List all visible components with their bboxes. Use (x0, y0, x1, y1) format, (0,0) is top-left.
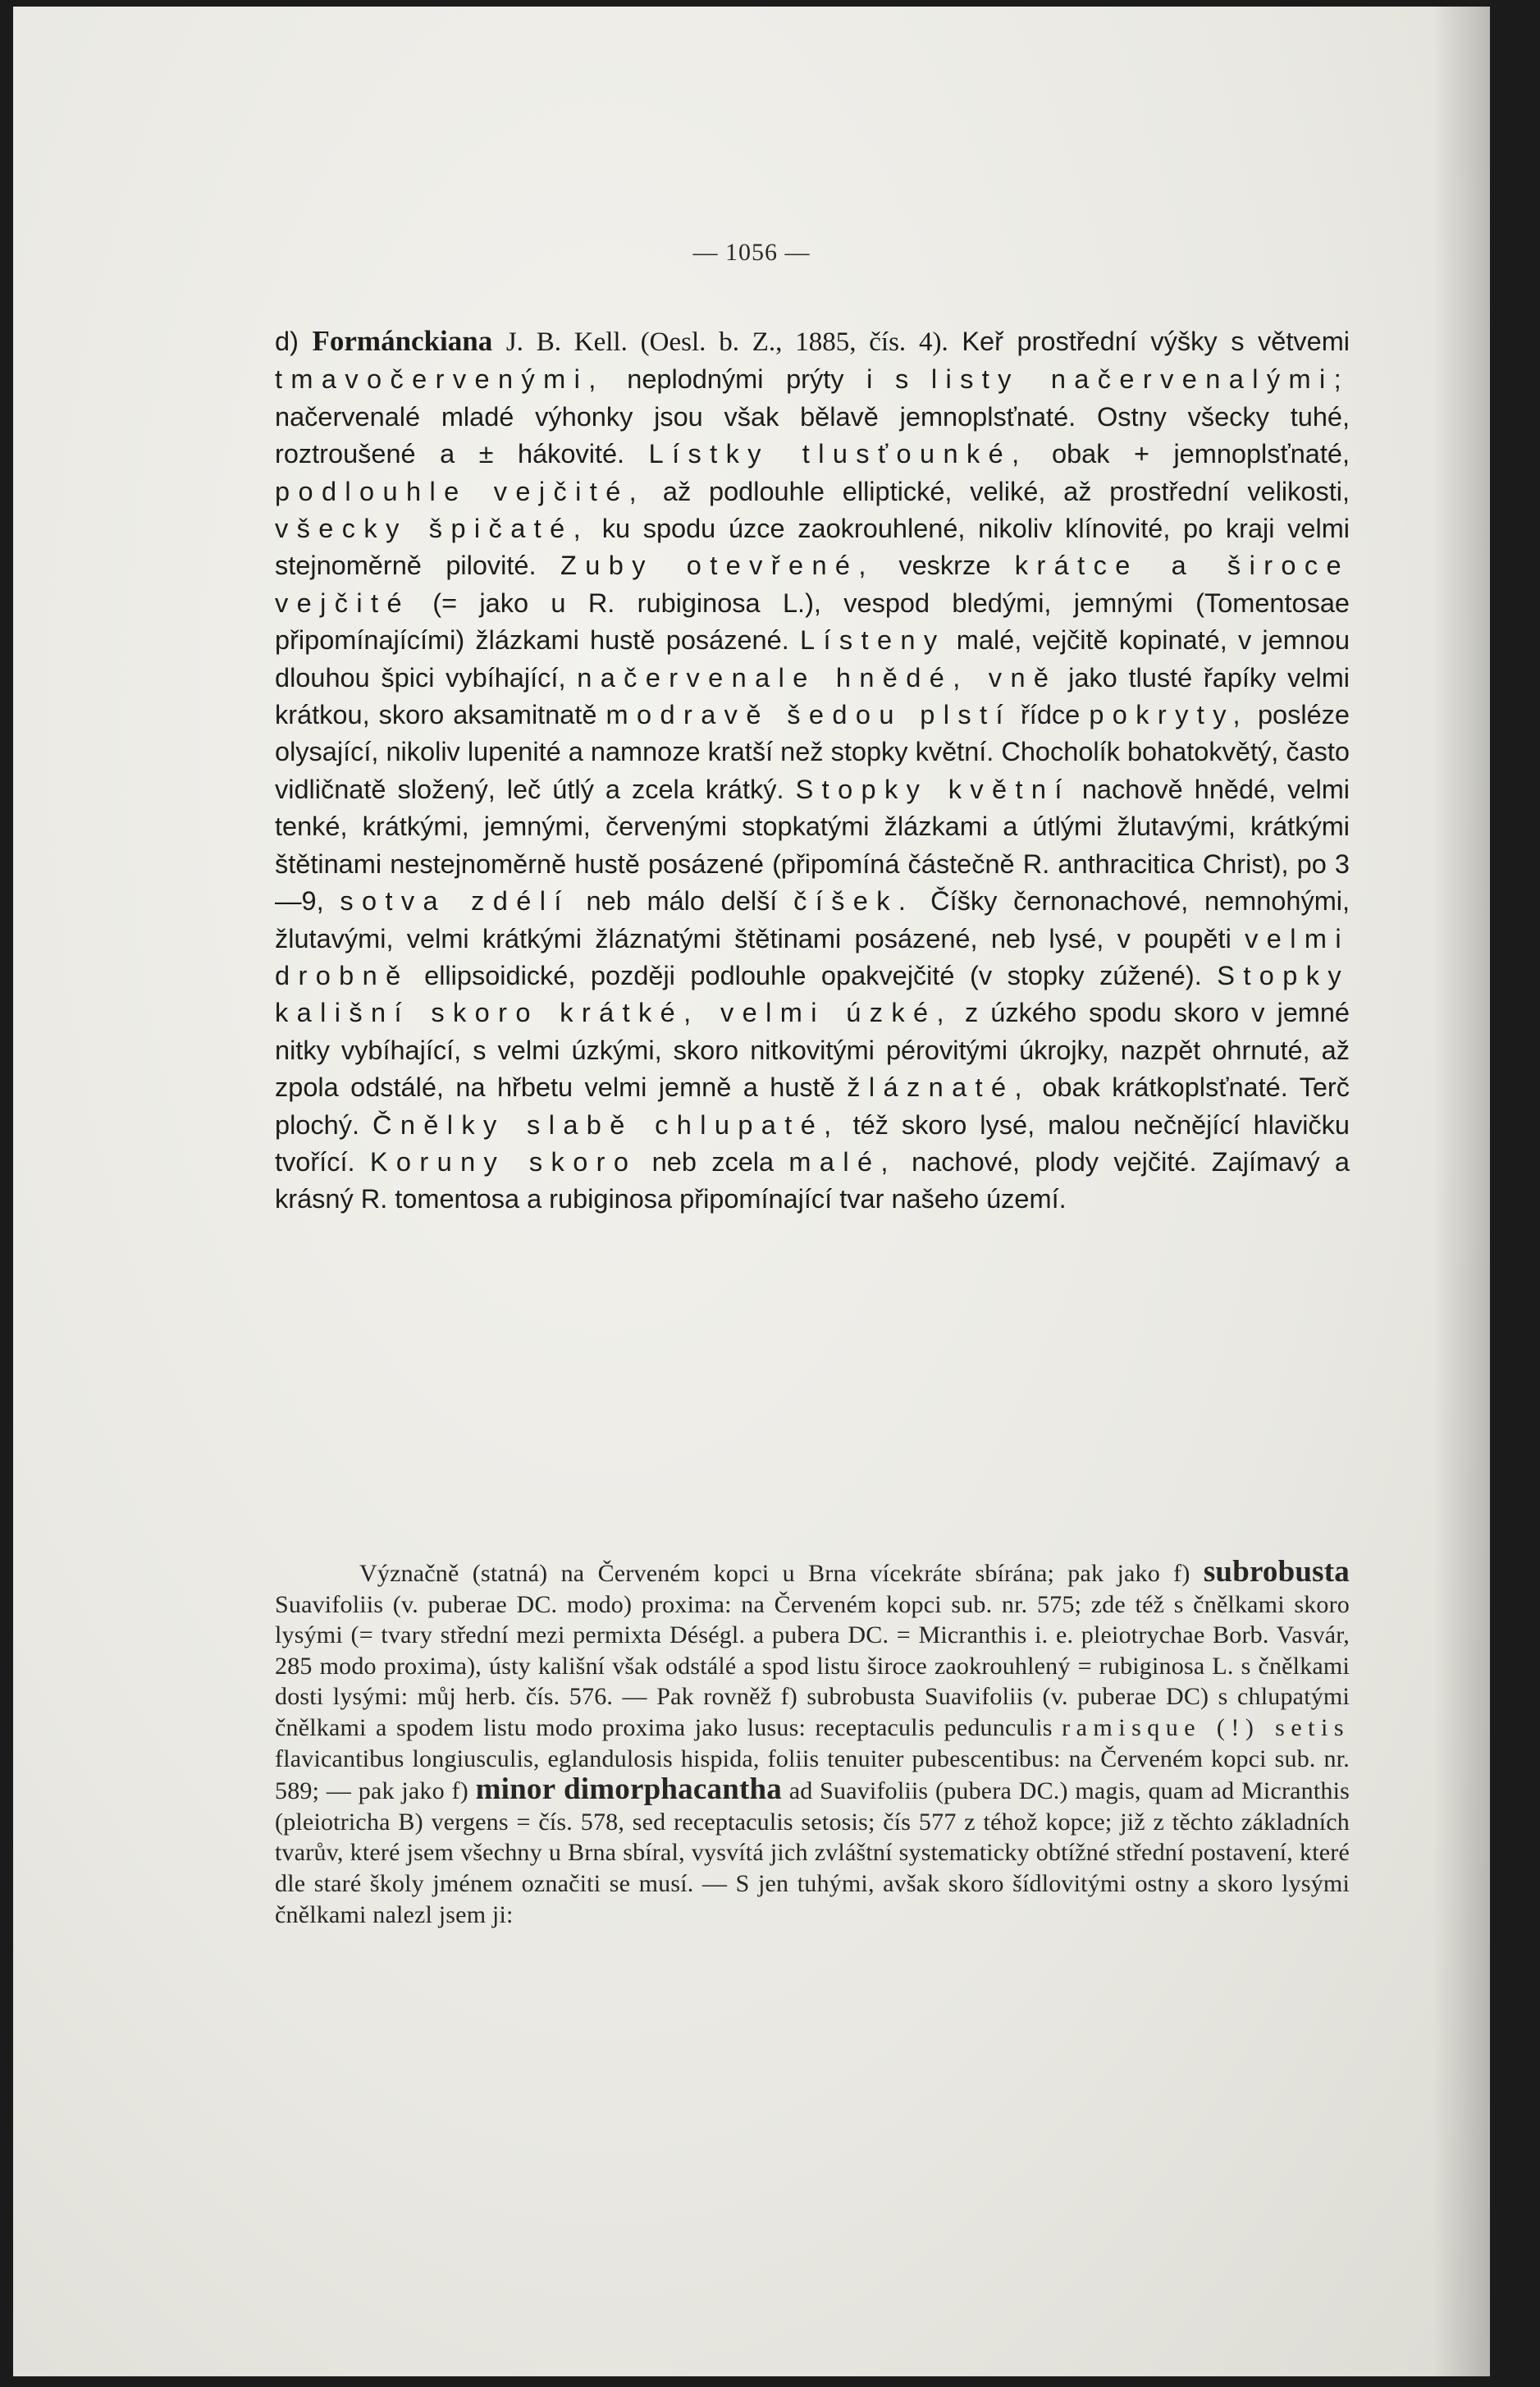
text-run: obak + jemnoplsťnaté, (1052, 439, 1350, 469)
spaced-emphasis: Zuby otevřené, (560, 551, 875, 581)
spaced-emphasis: sotva zdélí (340, 886, 570, 917)
spaced-emphasis: Lístky tlusťounké, (648, 439, 1028, 469)
spaced-emphasis: pokryty, (1089, 700, 1249, 730)
spaced-emphasis: načervenale hnědé, vně (577, 662, 1058, 693)
note-text-run: flavicantibus longiusculis, eglandulosis hispida, foliis tenuiter pubescentibus: na Červeném kopci sub. nr. 589; — pak jako f) (275, 1745, 1350, 1805)
text-run: načervenalé mladé výhonky jsou však bělavě jemnoplsťnaté. Ostny všecky tuhé, roztroušené a ± hákovité. (275, 401, 1350, 469)
book-page (13, 7, 1490, 2376)
notes-paragraph (275, 1557, 1350, 1930)
spaced-emphasis: Koruny skoro (369, 1146, 637, 1177)
notes-block (275, 1557, 1350, 1930)
text-run: nachové, plody vejčité. Zajímavý a krásný R. tomentosa a rubiginosa připomínající tvar našeho území. (275, 1146, 1350, 1214)
text-run: nachově hnědé, velmi tenké, krátkými, jemnými, červenými stopkatými žlázkami a útlými žlutavými, krátkými štětinami nestejnoměrně hustě posázené (připomíná částečně R. anthracitica Christ), po 3—9, (275, 774, 1350, 917)
text-run: veskrze (898, 551, 991, 581)
note-spaced-emphasis: ramisque (!) setis (1062, 1713, 1350, 1741)
text-run: z úzkého spodu skoro v jemné nitky vybíhající, s velmi úzkými, skoro nitkovitými pérovitými úkrojky, nazpět ohrnuté, až zpola odstálé, na hřbetu velmi jemně a hustě (275, 998, 1350, 1103)
text-run: malé, vejčitě kopinaté, v jemnou dlouhou špici vybíhající, (275, 625, 1350, 693)
text-run: ku spodu úzce zaokrouhlené, nikoliv klínovité, po kraji velmi stejnoměrně pilovité. (275, 514, 1350, 581)
text-run: obak krátkoplsťnaté. Terč plochý. (275, 1072, 1350, 1140)
text-run: Číšky černonachové, nemnohými, žlutavými, velmi krátkými žláznatými štětinami posázené, neb lysé, v poupěti (275, 886, 1350, 953)
spaced-emphasis: číšek. (793, 886, 915, 917)
text-run: též skoro lysé, malou nečnějící hlavičku tvořící. (275, 1109, 1350, 1177)
spaced-emphasis: podlouhle vejčité, (275, 476, 646, 506)
spaced-emphasis: Stopky kališní skoro krátké, velmi úzké, (275, 960, 1350, 1028)
form-name-minor-dimorphacantha: minor dimorphacantha (475, 1772, 782, 1807)
spaced-emphasis: tmavočervenými, (275, 364, 605, 395)
spaced-emphasis: krátce a široce vejčité (275, 551, 1350, 618)
description-paragraph (275, 322, 1350, 1219)
text-run: řídce (1020, 700, 1081, 730)
spaced-emphasis: Lísteny (799, 625, 946, 656)
spaced-emphasis: žláznaté, (847, 1072, 1030, 1103)
text-run: jako tlusté řapíky velmi krátkou, skoro aksamitnatě (275, 662, 1350, 730)
spaced-emphasis: Čnělky slabě chlupaté, (372, 1109, 840, 1140)
text-run: až podlouhle elliptické, veliké, až prostřední velikosti, (662, 476, 1350, 506)
taxon-citation: J. B. Kell. (Oesl. b. Z., 1885, čís. 4). (505, 327, 948, 357)
spaced-emphasis: modravě šedou plstí (605, 700, 1012, 730)
note-text-run: Význačně (statná) na Červeném kopci u Brna vícekráte sbírána; pak jako f) (359, 1560, 1190, 1587)
spaced-emphasis: všecky špičaté, (275, 514, 590, 544)
note-text-run: ad Suavifoliis (pubera DC.) magis, quam ad Micranthis (pleiotricha B) vergens = čís. 578, sed receptaculis setosis; čís 577 z téhož kopce; již z těchto základních tvarův, které jsem všechny u Brna sbíral, vysvítá jich zvláštní systematicky obtížné střední postavení, které dle staré školy jménem označiti se musí. — S jen tuhými, avšak skoro šídlovitými ostny a skoro lysými čnělkami nalezl jsem ji: (275, 1777, 1350, 1928)
text-run: (= jako u R. rubiginosa L.), vespod bledými, jemnými (Tomentosae připomínajícími) žlázkami hustě posázené. (275, 588, 1350, 656)
text-run: neb málo delší (586, 886, 778, 917)
entry-label: d) (275, 327, 299, 356)
species-description (275, 322, 1350, 1219)
text-run: neplodnými prýty i s (627, 364, 909, 395)
form-name-subrobusta: subrobusta (1203, 1555, 1350, 1589)
page-edge-shadow (1433, 7, 1490, 2376)
spaced-emphasis: Stopky květní (795, 774, 1071, 804)
text-run: posléze olysající, nikoliv lupenité a namnoze kratší než stopky květní. Chocholík bohatokvětý, často vidličnatě složený, leč útlý a zcela krátký. (275, 700, 1350, 804)
text-run: Keř prostřední výšky s větvemi (962, 327, 1350, 356)
spaced-emphasis: malé, (788, 1146, 897, 1177)
note-text-run: Suavifoliis (v. puberae DC. modo) proxima: na Červeném kopci sub. nr. 575; zde též s čnělkami skoro lysými (= tvary střední mezi permixta Déségl. a pubera DC. = Micranthis i. e. pleiotrychae Borb. Vasvár, 285 modo proxima), ústy kališní však odstálé a spod listu široce zaokrouhlený = rubiginosa L. s čnělkami dosti lysými: můj herb. čís. 576. — Pak rovněž f) subrobusta Suavifoliis (v. puberae DC) s chlupatými čnělkami a spodem listu modo proxima jako lusus: receptaculis pedunculis (275, 1590, 1350, 1741)
page-number: — 1056 — (692, 239, 811, 266)
spaced-emphasis: listy načervenalými; (930, 364, 1350, 395)
spaced-emphasis: velmi drobně (275, 923, 1350, 990)
text-run: neb zcela (651, 1146, 775, 1177)
taxon-name: Formánckiana (312, 325, 493, 357)
text-run: ellipsoidické, později podlouhle opakvejčité (v stopky zúžené). (424, 960, 1202, 990)
